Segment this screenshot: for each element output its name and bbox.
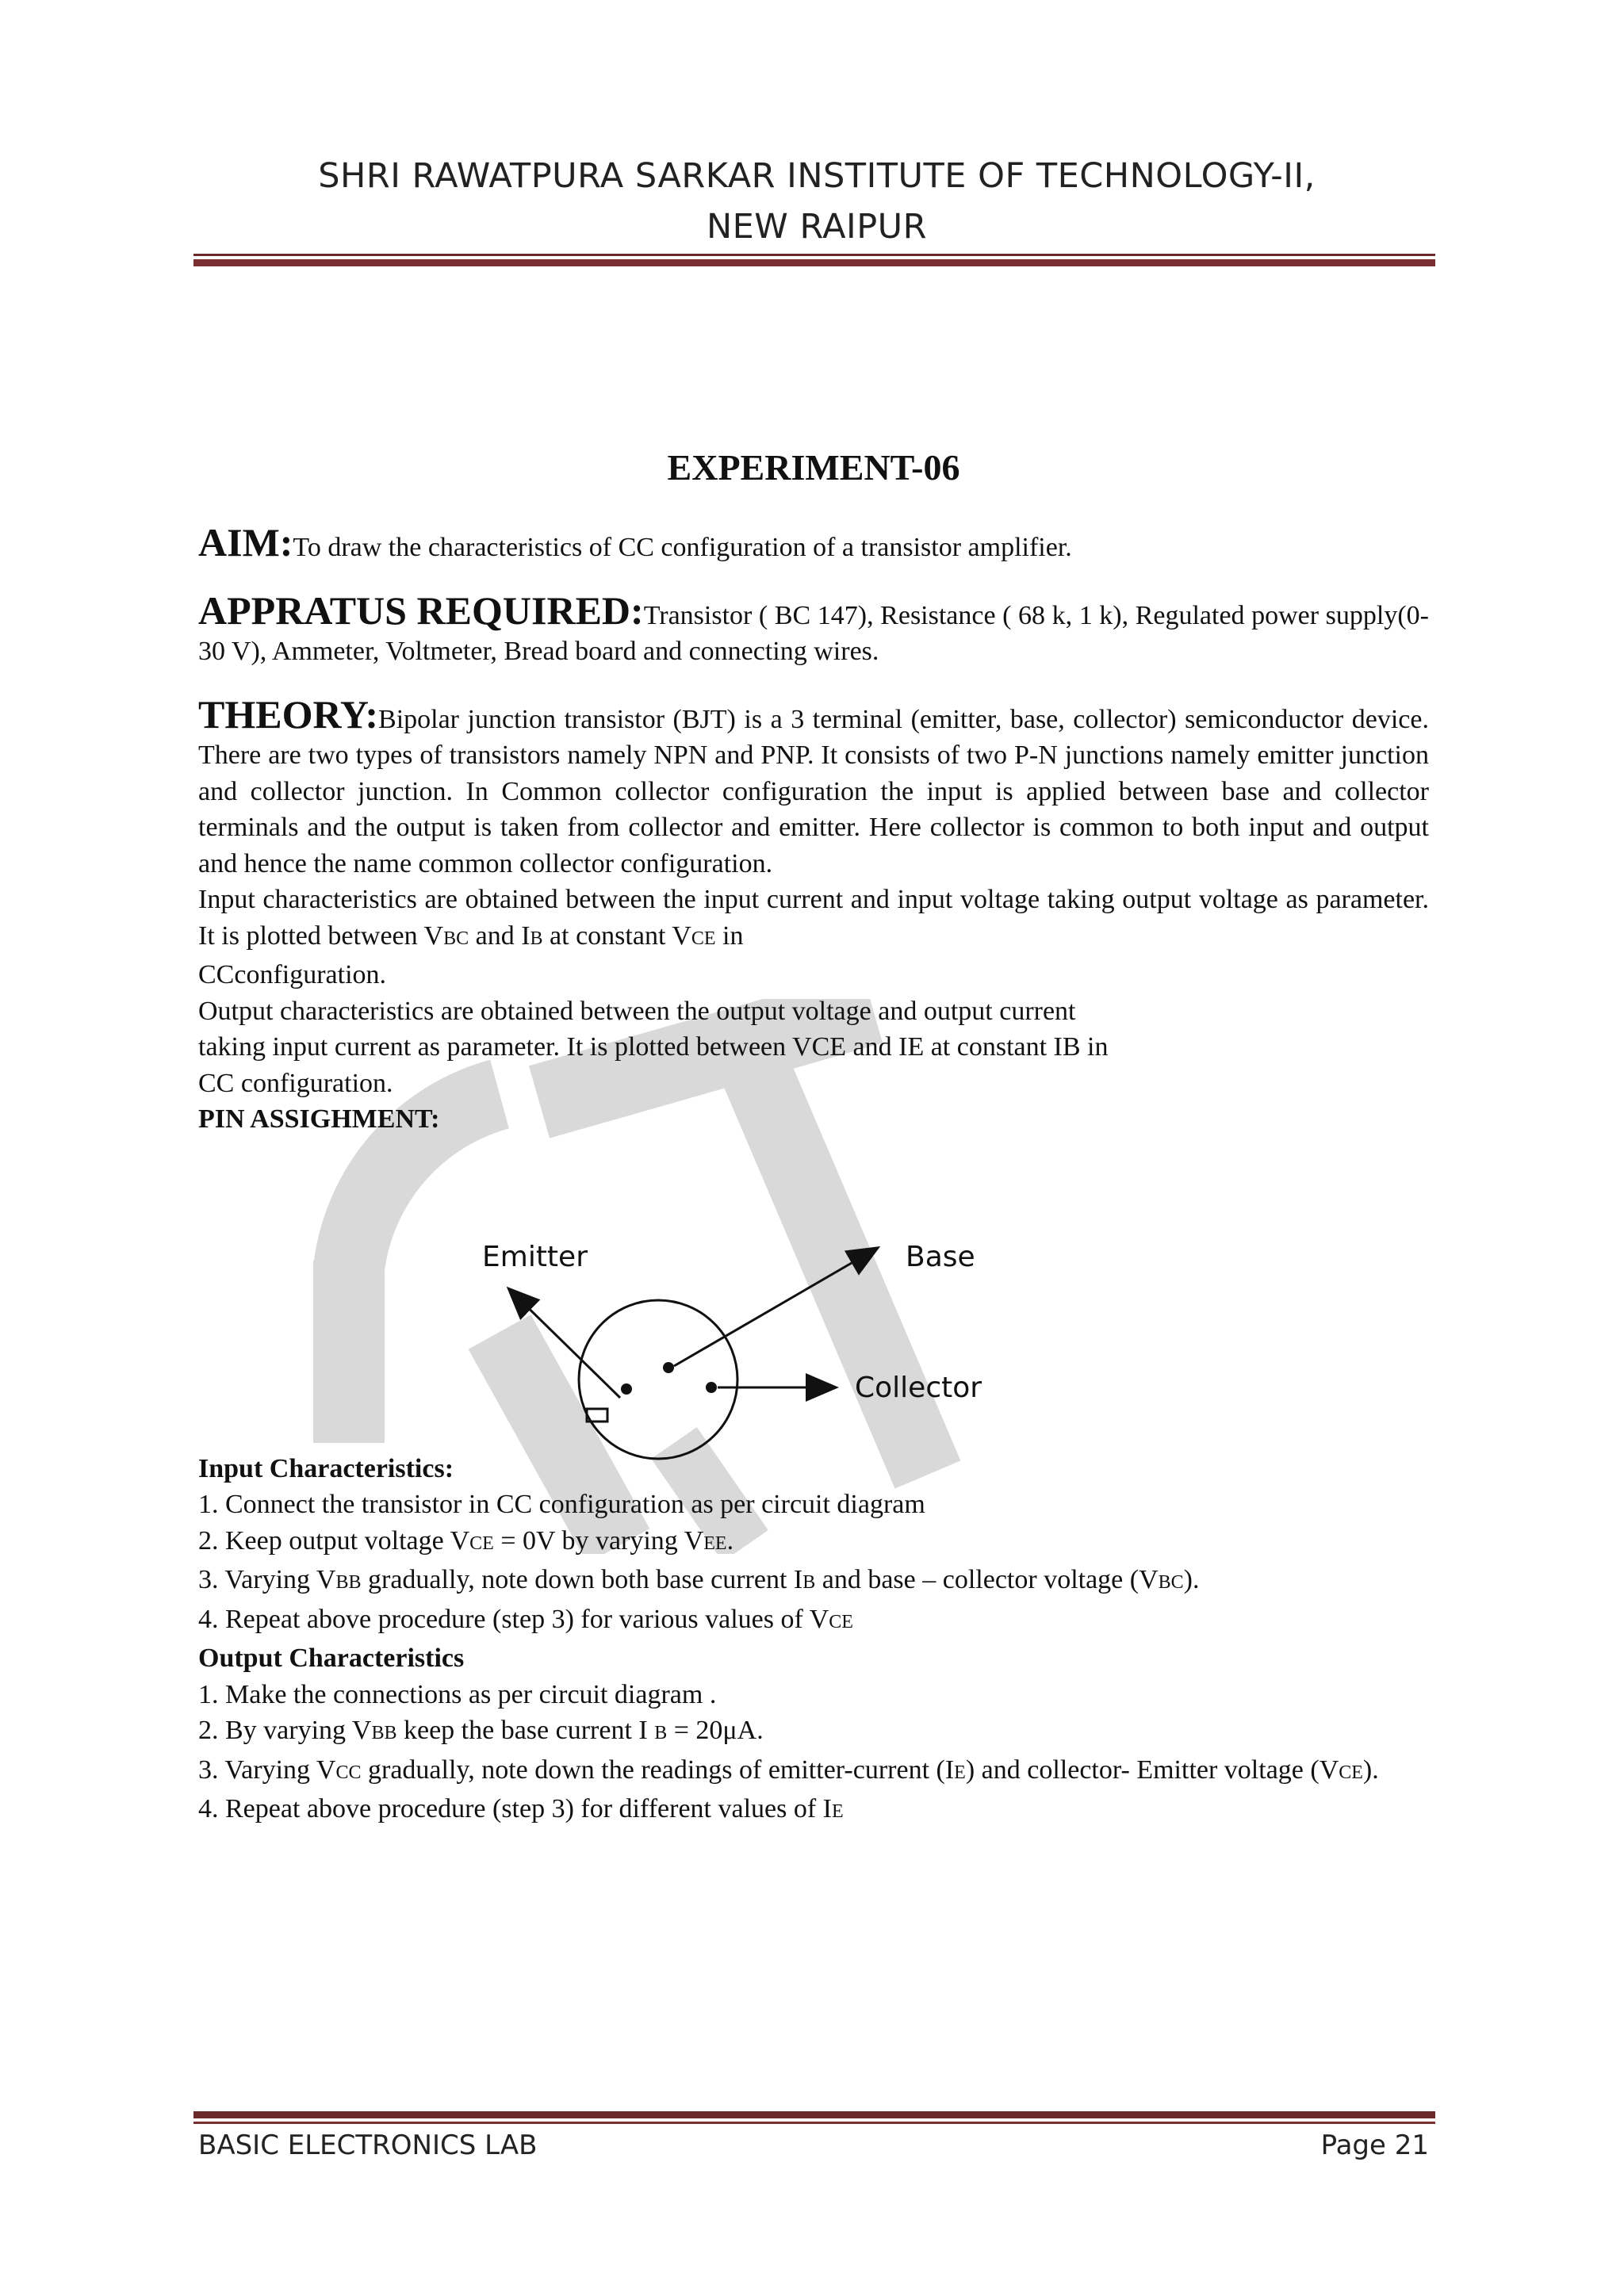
theory-text: Bipolar junction transistor (BJT) is a 3 terminal (emitter, base, collector) semiconductor device. There are two types of transistors namely NPN and PNP. It consists of two P-N junctions namely emitter junction and collector junction. In Common collector configuration the input is applied between base and collector terminals and the output is taken from collector and emitter. Here collector is common to both input and output and hence the name common collector configuration.: [198, 704, 1429, 878]
pin-assignment-heading: PIN ASSIGHMENT:: [198, 1104, 440, 1134]
base-pin-dot: [663, 1362, 674, 1373]
output-step-3: 3. Varying VCC gradually, note down the readings of emitter-current (IE) and collector- Emitter voltage (VCE).: [198, 1755, 1379, 1785]
theory-label: THEORY:: [198, 691, 379, 737]
experiment-title: EXPERIMENT-06: [667, 447, 960, 488]
base-label: Base: [906, 1241, 975, 1273]
output-step-2: 2. By varying VBB keep the base current I B = 20μA.: [198, 1716, 764, 1745]
output-theory-line-1: Output characteristics are obtained between the output voltage and output current: [198, 996, 1076, 1026]
apparatus-text: Transistor ( BC 147), Resistance ( 68 k, 1 k), Regulated power supply(0-30 V), Ammeter, Voltmeter, Bread board and connecting wires.: [198, 600, 1429, 666]
institute-header: [198, 151, 1435, 252]
input-characteristics-theory: Input characteristics are obtained between the input current and input voltage taking output voltage as parameter. It is plotted between VBC and IB at constant VCE in: [198, 885, 1429, 951]
input-step-3: 3. Varying VBB gradually, note down both base current IB and base – collector voltage (VBC).: [198, 1565, 1200, 1594]
input-step-1: 1. Connect the transistor in CC configuration as per circuit diagram: [198, 1490, 925, 1519]
apparatus-paragraph: [198, 587, 1429, 670]
aim-label: AIM:: [198, 520, 293, 564]
input-characteristics-theory-end: CCconfiguration.: [198, 960, 387, 989]
collector-label: Collector: [855, 1372, 982, 1404]
emitter-pin-dot: [621, 1383, 632, 1395]
output-theory-line-3: CC configuration.: [198, 1068, 393, 1098]
header-rule: [193, 254, 1435, 266]
output-step-4: 4. Repeat above procedure (step 3) for different values of IE: [198, 1794, 844, 1823]
main-content: [198, 444, 1429, 1831]
header-line-1: SHRI RAWATPURA SARKAR INSTITUTE OF TECHNOLOGY-II,: [318, 156, 1316, 196]
emitter-label: Emitter: [482, 1241, 588, 1273]
input-step-4: 4. Repeat above procedure (step 3) for various values of VCE: [198, 1604, 853, 1634]
input-characteristics-heading: Input Characteristics:: [198, 1453, 454, 1483]
pin-assignment-diagram: [444, 1233, 1078, 1471]
footer-page-number: Page 21: [1320, 2130, 1429, 2161]
aim-text: To draw the characteristics of CC configuration of a transistor amplifier.: [293, 533, 1072, 562]
emitter-arrow: [510, 1290, 620, 1398]
theory-paragraph: [198, 691, 1429, 882]
output-characteristics-heading: Output Characteristics: [198, 1644, 465, 1673]
input-step-2: 2. Keep output voltage VCE = 0V by varying VEE.: [198, 1525, 734, 1556]
apparatus-label: APPRATUS REQUIRED:: [198, 587, 644, 633]
aim-paragraph: [198, 520, 1429, 566]
base-arrow: [674, 1249, 876, 1366]
output-step-1: 1. Make the connections as per circuit diagram .: [198, 1679, 717, 1709]
footer-rule: [193, 2111, 1435, 2124]
header-line-2: NEW RAIPUR: [706, 207, 928, 247]
collector-pin-dot: [706, 1382, 717, 1393]
footer-lab-name: BASIC ELECTRONICS LAB: [198, 2130, 538, 2161]
output-theory-line-2: taking input current as parameter. It is plotted between VCE and IE at constant IB in: [198, 1032, 1109, 1062]
